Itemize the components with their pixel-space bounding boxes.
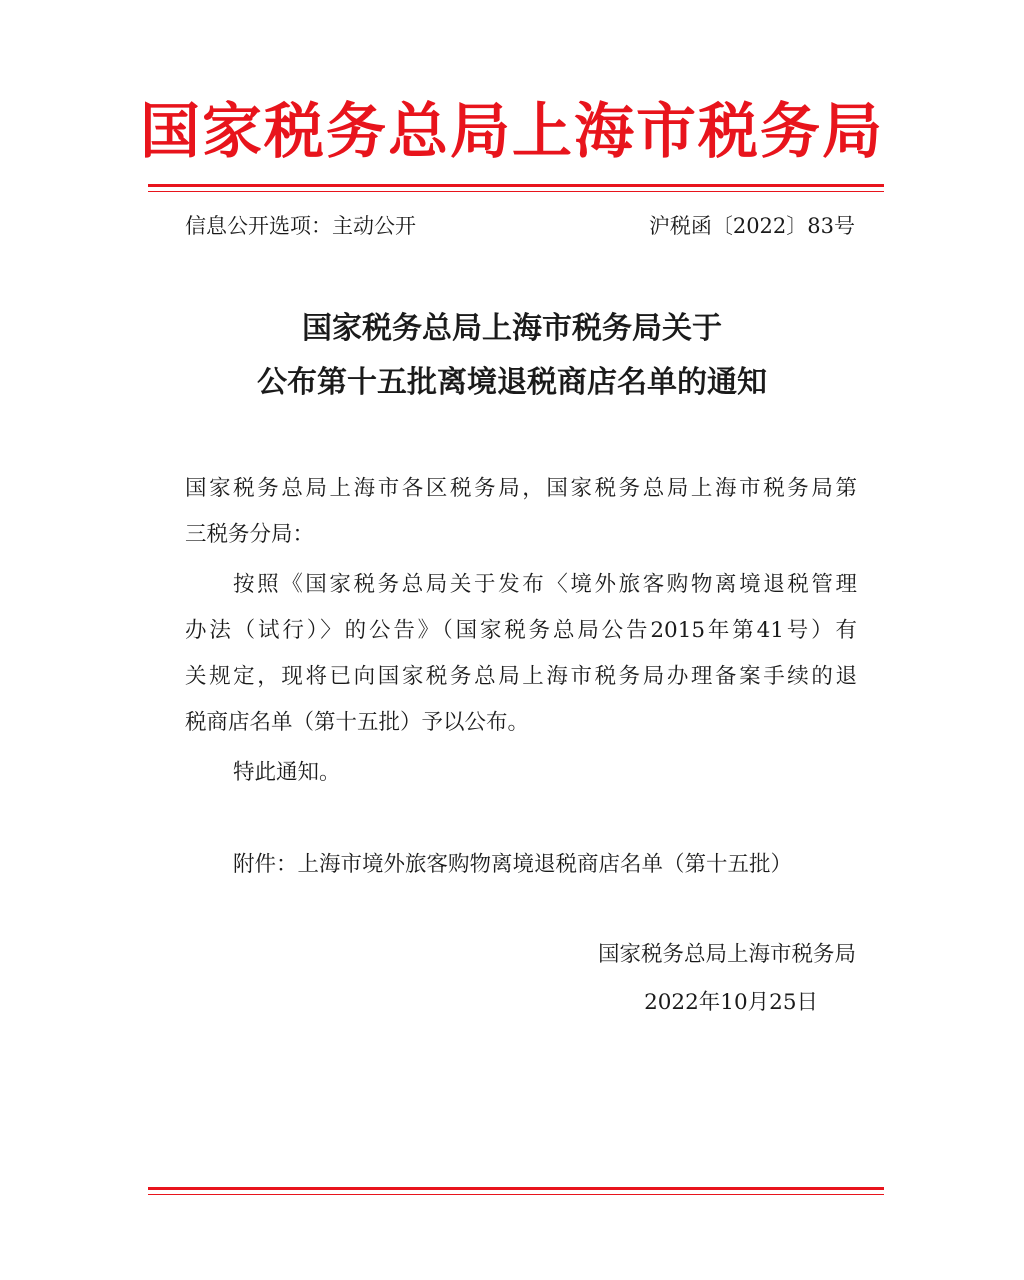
disclosure-option: 信息公开选项：主动公开 [185,214,416,238]
masthead-title: 国家税务总局上海市税务局 [140,97,884,167]
closing-remark: 特此通知。 [233,760,341,785]
issuer-signature: 国家税务总局上海市税务局 [597,942,856,967]
paragraph-line-3: 关规定，现将已向国家税务总局上海市税务局办理备案手续的退 [185,664,857,689]
document-number: 沪税函〔2022〕83号 [648,214,855,238]
paragraph-line-1: 按照《国家税务总局关于发布〈境外旅客购物离境退税管理 [233,572,857,597]
main-paragraph [185,562,857,746]
addressee [185,466,857,558]
document-title-line-2: 公布第十五批离境退税商店名单的通知 [257,365,767,400]
addressee-line-2: 三税务分局： [185,522,315,547]
footer-red-rule-thick [148,1187,884,1190]
paragraph-line-4: 税商店名单（第十五批）予以公布。 [185,710,530,735]
meta-row [185,210,855,242]
header-red-rule-thick [148,184,884,187]
footer-red-rule-thin [148,1194,884,1195]
issue-date: 2022年10月25日 [644,990,818,1015]
document-title-line-1: 国家税务总局上海市税务局关于 [302,311,722,346]
header-red-rule-thin [148,191,884,192]
attachment-note: 附件：上海市境外旅客购物离境退税商店名单（第十五批） [233,852,793,877]
addressee-line-1: 国家税务总局上海市各区税务局，国家税务总局上海市税务局第 [185,476,857,501]
paragraph-line-2: 办法（试行）〉的公告》（国家税务总局公告2015年第41号）有 [185,618,857,643]
